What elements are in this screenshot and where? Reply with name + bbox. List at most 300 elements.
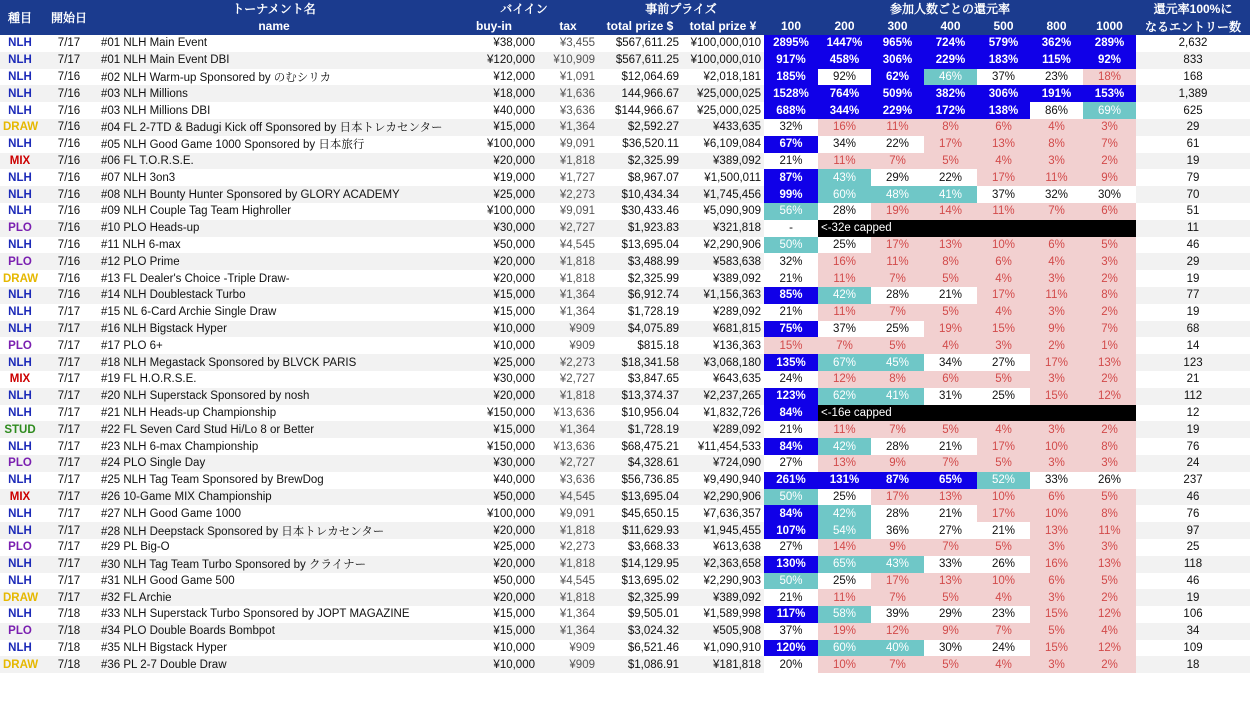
tax-cell: ¥2,273 [559, 541, 595, 554]
return-rate-cell: 19% [871, 203, 924, 220]
full-return-entries-cell: 29 [1136, 119, 1250, 136]
return-rate-cell: 965% [871, 35, 924, 52]
tax-cell: ¥1,818 [538, 153, 598, 170]
return-rate-cell: 11% [1083, 522, 1136, 539]
game-type-cell: NLH [0, 354, 40, 371]
tax-cell: ¥1,091 [559, 70, 595, 83]
game-type-cell: DRAW [0, 656, 40, 673]
prize-jpy-cell: ¥1,945,455 [682, 522, 764, 539]
prize-usd-cell: $14,129.95 [598, 556, 682, 573]
return-rate-cell: 21% [764, 153, 818, 170]
game-type-cell: PLO [8, 541, 32, 554]
table-row [0, 589, 1250, 606]
return-rate-cell: 13% [818, 455, 871, 472]
prize-jpy-cell: ¥136,363 [713, 339, 761, 352]
return-rate-cell: 92% [1083, 52, 1136, 69]
return-rate-cell: 87% [764, 169, 818, 186]
return-rate-cell: 8% [1083, 438, 1136, 455]
full-return-entries-cell: 46 [1186, 574, 1200, 587]
buyin-header: buy-in [450, 17, 538, 35]
buyin-cell: ¥30,000 [450, 455, 538, 472]
buyin-cell: ¥30,000 [493, 373, 535, 386]
buyin-cell: ¥20,000 [450, 556, 538, 573]
full-return-entries-cell: 21 [1186, 373, 1200, 386]
tax-cell: ¥9,091 [559, 205, 595, 218]
full-return-entries-cell: 106 [1183, 608, 1203, 621]
tax-cell: ¥1,364 [538, 421, 598, 438]
return-rate-cell: 5% [1083, 573, 1136, 590]
tax-cell: ¥1,818 [559, 272, 595, 285]
tournament-name-cell: #08 NLH Bounty Hunter Sponsored by GLORY ACADEMY [98, 186, 450, 203]
return-rate-cell: 10% [977, 573, 1030, 590]
return-rate-cell: 261% [764, 472, 818, 489]
return-rate-cell: 42% [818, 505, 871, 522]
return-rate-cell: 32% [764, 253, 818, 270]
return-rate-cell: 509% [871, 85, 924, 102]
return-rate-cell: 21% [764, 589, 818, 606]
return-rate-cell: 579% [977, 35, 1030, 52]
tournament-name-cell: #03 NLH Millions [98, 85, 450, 102]
full-return-entries-cell: 19 [1186, 306, 1200, 319]
return-rate-cell: 21% [924, 287, 977, 304]
game-type-cell: NLH [8, 608, 32, 621]
table-row [0, 656, 1250, 673]
return-rate-cell: 17% [871, 237, 924, 254]
return-rate-cell: 69% [1083, 102, 1136, 119]
return-rate-cell: 7% [818, 337, 871, 354]
start-date-cell: 7/16 [57, 205, 81, 218]
full-return-entries-cell: 61 [1186, 138, 1200, 151]
return-rate-cell: 42% [818, 287, 871, 304]
full-return-entries-cell: 833 [1136, 52, 1250, 69]
table-row [0, 623, 1250, 640]
start-date-cell: 7/17 [57, 37, 81, 50]
prize-usd-cell: $1,728.19 [598, 421, 682, 438]
return-rate-cell: 6% [977, 119, 1030, 136]
prize-jpy-cell: ¥1,090,910 [703, 642, 761, 655]
buyin-cell: ¥15,000 [450, 119, 538, 136]
game-type-cell: NLH [8, 406, 32, 419]
return-rate-cell: 3% [1030, 270, 1083, 287]
return-rate-cell: 6% [1030, 237, 1083, 254]
return-rate-cell: 37% [764, 623, 818, 640]
return-rate-cell: 7% [871, 270, 924, 287]
buyin-cell: ¥150,000 [487, 406, 535, 419]
return-rate-cell: 33% [1030, 472, 1083, 489]
tax-cell: ¥13,636 [553, 406, 595, 419]
tournament-name-cell: #13 FL Dealer's Choice -Triple Draw- [101, 272, 290, 285]
return-rate-cell: 11% [818, 153, 871, 170]
game-type-cell: DRAW [0, 589, 40, 606]
table-row [0, 304, 1250, 321]
return-rate-cell: 153% [1083, 85, 1136, 102]
return-rate-cell: 16% [818, 119, 871, 136]
start-date-cell: 7/17 [40, 421, 98, 438]
table-row [0, 119, 1250, 136]
return-rate-cell: 21% [924, 438, 977, 455]
buyin-cell: ¥10,000 [450, 656, 538, 673]
start-date-cell: 7/16 [40, 287, 98, 304]
table-row [0, 153, 1250, 170]
return-rate-cell: 3% [1030, 421, 1083, 438]
return-rate-cell: 9% [871, 455, 924, 472]
return-rate-cell: 32% [1030, 186, 1083, 203]
tournament-name-cell: #05 NLH Good Game 1000 Sponsored by 日本旅行 [101, 139, 365, 152]
start-date-cell: 7/16 [57, 272, 81, 285]
return-rate-cell: 3% [1083, 119, 1136, 136]
return-rate-cell: 6% [924, 371, 977, 388]
full-return-entries-cell: 19 [1136, 153, 1250, 170]
start-date-cell: 7/16 [40, 220, 98, 237]
tax-cell: ¥3,455 [559, 37, 595, 50]
return-rate-cell: 7% [871, 589, 924, 606]
table-row [0, 35, 1250, 52]
return-rate-cell: 39% [871, 606, 924, 623]
return-rate-cell: 7% [1083, 136, 1136, 153]
prize-usd-cell: $6,912.74 [598, 287, 682, 304]
return-rate-cell: 7% [871, 304, 924, 321]
full-return-entries-cell: 109 [1183, 642, 1203, 655]
return-rate-cell: 17% [871, 489, 924, 506]
return-rate-cell: 7% [977, 623, 1030, 640]
buyin-cell: ¥18,000 [450, 85, 538, 102]
return-rate-cell: 2% [1083, 589, 1136, 606]
start-date-cell: 7/17 [40, 321, 98, 338]
return-rate-cell: 107% [764, 522, 818, 539]
return-rate-cell: 458% [818, 52, 871, 69]
tournament-name-cell: #24 PLO Single Day [98, 455, 450, 472]
return-rate-cell: 2% [1083, 656, 1136, 673]
prize-jpy-cell: ¥1,156,363 [682, 287, 764, 304]
tax-cell: ¥1,818 [538, 589, 598, 606]
full-return-header-line1: 還元率100%に [1136, 0, 1250, 17]
return-rate-cell: 17% [977, 438, 1030, 455]
tax-cell: ¥4,545 [559, 238, 595, 251]
tournament-name-cell: #01 NLH Main Event [101, 37, 208, 50]
prize-usd-cell: $8,967.07 [627, 171, 679, 184]
table-row [0, 539, 1250, 556]
return-rate-cell: 2% [1083, 371, 1136, 388]
tournament-name-cell: #36 PL 2-7 Double Draw [98, 656, 450, 673]
table-row [0, 438, 1250, 455]
buyin-cell: ¥100,000 [487, 138, 535, 151]
return-rate-cell: 17% [977, 505, 1030, 522]
tournament-name-cell: #31 NLH Good Game 500 [101, 574, 235, 587]
tournament-name-cell: #04 FL 2-7TD & Badugi Kick off Sponsored by 日本トレカセンター [98, 119, 450, 136]
return-rate-cell: 25% [977, 388, 1030, 405]
buyin-cell: ¥100,000 [487, 205, 535, 218]
prize-jpy-cell: ¥681,815 [682, 321, 764, 338]
tax-cell: ¥1,364 [538, 287, 598, 304]
return-rate-cell: 5% [924, 270, 977, 287]
prize-jpy-cell: ¥6,109,084 [703, 138, 761, 151]
return-rate-cell: 11% [871, 253, 924, 270]
prize-jpy-cell: ¥389,092 [713, 272, 761, 285]
buyin-cell: ¥120,000 [450, 52, 538, 69]
return-rate-cell: 17% [924, 136, 977, 153]
tax-cell: ¥1,818 [538, 556, 598, 573]
table-row [0, 489, 1250, 506]
return-rate-cell: 4% [977, 304, 1030, 321]
return-rate-cell: 34% [818, 136, 871, 153]
prize-usd-cell: $13,695.04 [621, 238, 679, 251]
table-row [0, 337, 1250, 354]
prize-usd-cell: $30,433.46 [621, 205, 679, 218]
buyin-cell: ¥15,000 [450, 287, 538, 304]
prize-jpy-cell: ¥321,818 [682, 220, 764, 237]
return-rate-cell: 62% [871, 69, 924, 86]
start-date-cell: 7/16 [57, 138, 81, 151]
return-rate-cell: 11% [818, 589, 871, 606]
prize-usd-cell: $12,064.69 [621, 70, 679, 83]
return-rate-cell: 2% [1083, 304, 1136, 321]
return-rate-cell: 65% [924, 472, 977, 489]
return-rate-cell: 5% [924, 153, 977, 170]
start-date-cell: 7/17 [57, 406, 81, 419]
prize-usd-cell: $3,668.33 [627, 541, 679, 554]
prize-usd-cell: $68,475.21 [621, 440, 679, 453]
return-rate-cell: 67% [764, 136, 818, 153]
return-rate-cell: 9% [1083, 169, 1136, 186]
return-rate-cell: 15% [1030, 606, 1083, 623]
table-row [0, 102, 1250, 119]
prize-jpy-cell: ¥11,454,533 [697, 440, 761, 453]
tournament-name-cell: #23 NLH 6-max Championship [101, 440, 259, 453]
return-rate-cell: 26% [1083, 472, 1136, 489]
return-rate-cell: 115% [1030, 52, 1083, 69]
prize-jpy-cell: ¥3,068,180 [682, 354, 764, 371]
entries-header-800: 800 [1030, 17, 1083, 35]
return-rate-cell: 50% [764, 489, 818, 506]
start-date-cell: 7/16 [40, 253, 98, 270]
table-row [0, 405, 1250, 422]
full-return-entries-cell: 76 [1186, 440, 1200, 453]
tax-cell: ¥3,636 [559, 474, 595, 487]
prize-jpy-cell: ¥724,090 [682, 455, 764, 472]
prize-jpy-cell: ¥5,090,909 [703, 205, 761, 218]
game-type-cell: DRAW [0, 119, 40, 136]
return-rate-cell: 123% [764, 388, 818, 405]
buyin-cell: ¥10,000 [450, 321, 538, 338]
buyin-cell: ¥50,000 [493, 238, 535, 251]
game-type-cell: MIX [0, 489, 40, 506]
return-rate-cell: 764% [818, 85, 871, 102]
return-rate-cell: 28% [871, 287, 924, 304]
tournament-name-cell: #02 NLH Warm-up Sponsored by のむシリカ [101, 71, 332, 84]
return-rate-cell: 8% [871, 371, 924, 388]
table-row [0, 522, 1250, 539]
prize-usd-cell: $2,325.99 [598, 153, 682, 170]
prize-usd-cell: $3,024.32 [598, 623, 682, 640]
buyin-cell: ¥40,000 [493, 474, 535, 487]
buyin-cell: ¥12,000 [493, 70, 535, 83]
return-rate-cell: 30% [1083, 186, 1136, 203]
full-return-entries-cell: 97 [1136, 522, 1250, 539]
game-type-cell: PLO [0, 220, 40, 237]
game-type-cell: PLO [0, 623, 40, 640]
return-rate-cell: 3% [1030, 371, 1083, 388]
return-rate-cell: 23% [1030, 69, 1083, 86]
return-rate-cell: 9% [1030, 321, 1083, 338]
prize-jpy-cell: ¥389,092 [682, 589, 764, 606]
return-rate-cell: 41% [871, 388, 924, 405]
full-return-entries-cell: 123 [1136, 354, 1250, 371]
return-rate-cell: 13% [924, 489, 977, 506]
return-rate-cell: 2895% [764, 35, 818, 52]
game-type-cell: STUD [0, 421, 40, 438]
full-return-entries-cell: 14 [1186, 339, 1200, 352]
return-rate-cell: 7% [871, 421, 924, 438]
return-rate-cell: 52% [977, 472, 1030, 489]
prize-jpy-cell: ¥583,638 [682, 253, 764, 270]
buyin-cell: ¥38,000 [493, 37, 535, 50]
return-rate-cell: 84% [764, 505, 818, 522]
tax-cell: ¥2,727 [538, 220, 598, 237]
start-date-cell: 7/18 [40, 623, 98, 640]
return-rate-cell: 14% [924, 203, 977, 220]
return-rate-cell: 14% [818, 539, 871, 556]
prize-usd-cell: $56,736.85 [621, 474, 679, 487]
tax-cell: ¥4,545 [559, 574, 595, 587]
start-date-cell: 7/17 [40, 589, 98, 606]
buyin-cell: ¥40,000 [493, 104, 535, 117]
return-rate-cell: 50% [764, 237, 818, 254]
tax-header: tax [538, 17, 598, 35]
entries-header-500: 500 [977, 17, 1030, 35]
return-rate-cell: 3% [1083, 455, 1136, 472]
return-rate-cell: 6% [1083, 203, 1136, 220]
tournament-name-cell: #29 PL Big-O [101, 541, 170, 554]
return-rate-cell: 7% [1030, 203, 1083, 220]
full-return-entries-cell: 2,632 [1178, 37, 1208, 50]
return-rate-cell: 48% [871, 186, 924, 203]
return-rate-cell: 172% [924, 102, 977, 119]
game-type-cell: NLH [0, 388, 40, 405]
start-date-cell: 7/17 [40, 52, 98, 69]
return-rate-cell: 8% [1030, 136, 1083, 153]
buyin-cell: ¥20,000 [493, 272, 535, 285]
tournament-name-cell: #26 10-Game MIX Championship [98, 489, 450, 506]
tax-cell: ¥4,545 [538, 489, 598, 506]
buyin-cell: ¥100,000 [487, 507, 535, 520]
buyin-cell: ¥20,000 [450, 522, 538, 539]
tournament-name-cell: #01 NLH Main Event DBI [98, 52, 450, 69]
return-rate-cell: 4% [1030, 119, 1083, 136]
tournament-name-cell: #11 NLH 6-max [101, 238, 181, 251]
buyin-cell: ¥10,000 [493, 339, 535, 352]
table-row [0, 85, 1250, 102]
game-type-cell: NLH [0, 321, 40, 338]
return-rate-cell: 41% [924, 186, 977, 203]
return-rate-cell: 138% [977, 102, 1030, 119]
tournament-name-cell: #20 NLH Superstack Sponsored by nosh [98, 388, 450, 405]
return-rate-cell: 24% [764, 371, 818, 388]
return-rate-cell: 131% [818, 472, 871, 489]
table-row [0, 455, 1250, 472]
return-rate-cell: 13% [1083, 556, 1136, 573]
game-type-cell: NLH [0, 556, 40, 573]
prize-usd-cell: $4,075.89 [598, 321, 682, 338]
game-type-cell: NLH [0, 52, 40, 69]
full-return-entries-cell: 76 [1186, 507, 1200, 520]
prize-usd-cell: $2,325.99 [627, 272, 679, 285]
start-date-cell: 7/16 [40, 85, 98, 102]
buyin-cell: ¥25,000 [450, 186, 538, 203]
tax-cell: ¥909 [569, 339, 595, 352]
buyin-cell: ¥15,000 [493, 608, 535, 621]
return-rate-cell: 12% [1083, 640, 1136, 657]
prize-usd-cell: 144,966.67 [598, 85, 682, 102]
start-date-cell: 7/16 [40, 186, 98, 203]
return-rate-cell: 15% [1030, 640, 1083, 657]
return-rate-cell: 43% [871, 556, 924, 573]
return-rate-cell: 229% [924, 52, 977, 69]
return-rate-cell: 19% [818, 623, 871, 640]
full-return-entries-cell: 68 [1136, 321, 1250, 338]
return-rate-cell: 50% [764, 573, 818, 590]
return-rate-cell: 19% [924, 321, 977, 338]
return-rate-cell: 362% [1030, 35, 1083, 52]
return-rate-cell: 15% [977, 321, 1030, 338]
return-rate-cell: 37% [977, 186, 1030, 203]
return-rate-cell: 5% [924, 656, 977, 673]
start-date-cell: 7/16 [57, 70, 81, 83]
full-return-header-line2: なるエントリー数 [1136, 17, 1250, 35]
return-rate-cell: 34% [924, 354, 977, 371]
return-rate-cell: 37% [818, 321, 871, 338]
return-rate-cell: 7% [871, 153, 924, 170]
return-rate-cell: 22% [871, 136, 924, 153]
return-rate-cell: 917% [764, 52, 818, 69]
capped-note: <-16e capped [818, 405, 1136, 422]
return-rate-cell: 87% [871, 472, 924, 489]
table-row [0, 421, 1250, 438]
prize-usd-cell: $144,966.67 [615, 104, 679, 117]
return-rate-cell: 4% [977, 656, 1030, 673]
buyin-header-jp: バイイン [450, 0, 598, 17]
return-rate-cell: 25% [818, 237, 871, 254]
game-type-cell: NLH [8, 642, 32, 655]
prize-usd-cell: $567,611.25 [598, 52, 682, 69]
return-rate-cell: 117% [764, 606, 818, 623]
return-rate-cell: 25% [871, 321, 924, 338]
tax-cell: ¥909 [538, 321, 598, 338]
start-date-cell: 7/17 [40, 489, 98, 506]
return-rate-cell: 5% [1083, 489, 1136, 506]
full-return-entries-cell: 70 [1136, 186, 1250, 203]
prize-usd-cell: $36,520.11 [622, 138, 679, 151]
tax-cell: ¥10,909 [538, 52, 598, 69]
return-rate-cell: 1528% [764, 85, 818, 102]
tournament-name-cell: #28 NLH Deepstack Sponsored by 日本トレカセンター [98, 522, 450, 539]
tax-cell: ¥1,818 [538, 253, 598, 270]
return-rate-cell: 5% [871, 337, 924, 354]
return-rate-cell: 4% [977, 153, 1030, 170]
return-rate-cell: 23% [977, 606, 1030, 623]
prize-usd-cell: $9,505.01 [627, 608, 679, 621]
entries-header-400: 400 [924, 17, 977, 35]
return-rate-cell: 6% [977, 253, 1030, 270]
prize-usd-cell: $13,374.37 [598, 388, 682, 405]
start-date-cell: 7/17 [57, 440, 81, 453]
buyin-cell: ¥25,000 [450, 354, 538, 371]
prize-usd-cell: $567,611.25 [615, 37, 679, 50]
tax-cell: ¥1,636 [538, 85, 598, 102]
return-rate-cell: 21% [764, 421, 818, 438]
tournament-name-cell: #30 NLH Tag Team Turbo Sponsored by クライナー [98, 556, 450, 573]
return-rate-cell: 20% [764, 656, 818, 673]
tournament-name-cell: #19 FL H.O.R.S.E. [101, 373, 197, 386]
